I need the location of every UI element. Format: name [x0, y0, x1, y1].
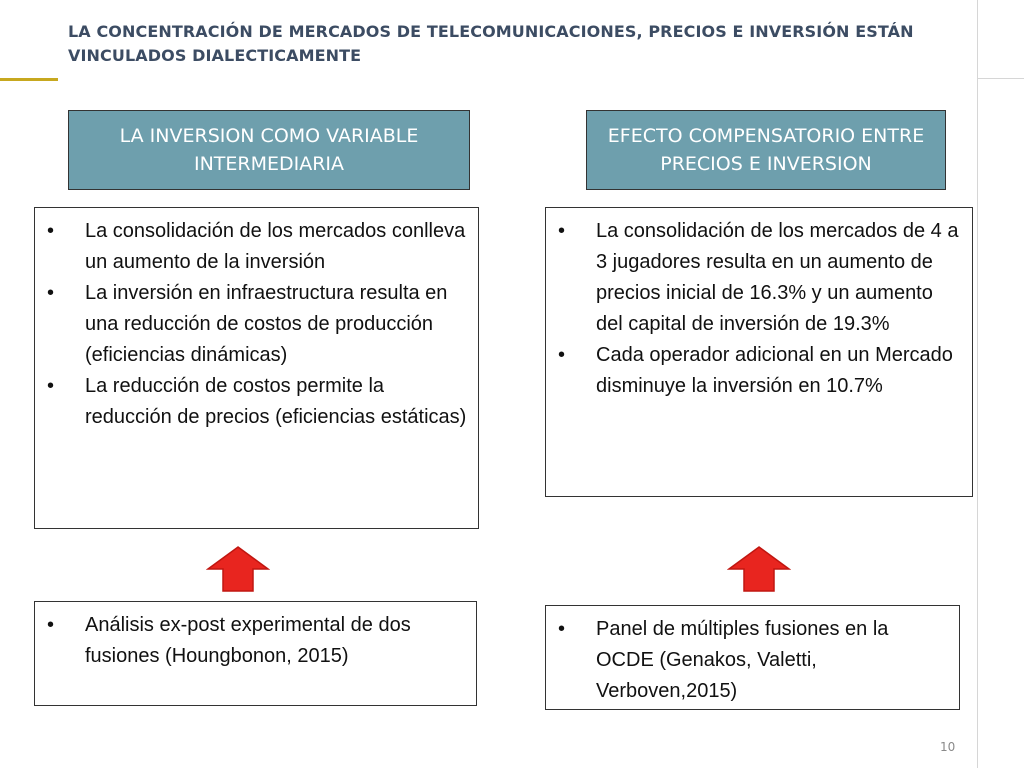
- up-arrow-icon: [206, 545, 270, 593]
- list-item: • La inversión en infraestructura resulta en una reducción de costos de producción (eficiencias dinámicas): [43, 278, 470, 371]
- list-item: • Cada operador adicional en un Mercado disminuye la inversión en 10.7%: [554, 340, 964, 402]
- list-item: • La reducción de costos permite la reducción de precios (eficiencias estáticas): [43, 371, 470, 433]
- right-divider-line: [977, 0, 978, 768]
- slide-title: LA CONCENTRACIÓN DE MERCADOS DE TELECOMUNICACIONES, PRECIOS E INVERSIÓN ESTÁN VINCULADOS DIALECTICAMENTE: [68, 22, 914, 65]
- page-number: 10: [940, 740, 956, 754]
- left-findings-list: [43, 216, 470, 433]
- list-item: • La consolidación de los mercados de 4 a 3 jugadores resulta en un aumento de precios inicial de 16.3% y un aumento del capital de inversión de 19.3%: [554, 216, 964, 340]
- right-findings-box: [545, 207, 973, 497]
- left-header-text: LA INVERSION COMO VARIABLE INTERMEDIARIA: [119, 125, 419, 175]
- right-header-text: EFECTO COMPENSATORIO ENTRE PRECIOS E INVERSION: [607, 125, 925, 175]
- up-arrow-icon: [727, 545, 791, 593]
- right-header-line: [977, 78, 1024, 79]
- right-source-box: [545, 605, 960, 710]
- left-header-box: [68, 110, 470, 190]
- list-item: • Panel de múltiples fusiones en la OCDE (Genakos, Valetti, Verboven,2015): [554, 614, 951, 707]
- left-source-box: [34, 601, 477, 706]
- left-findings-box: [34, 207, 479, 529]
- left-source-list: [43, 610, 468, 672]
- right-header-box: [586, 110, 946, 190]
- list-item: • Análisis ex-post experimental de dos fusiones (Houngbonon, 2015): [43, 610, 468, 672]
- list-item: • La consolidación de los mercados conlleva un aumento de la inversión: [43, 216, 470, 278]
- accent-bar: [0, 78, 58, 81]
- right-findings-list: [554, 216, 964, 402]
- right-source-list: [554, 614, 951, 707]
